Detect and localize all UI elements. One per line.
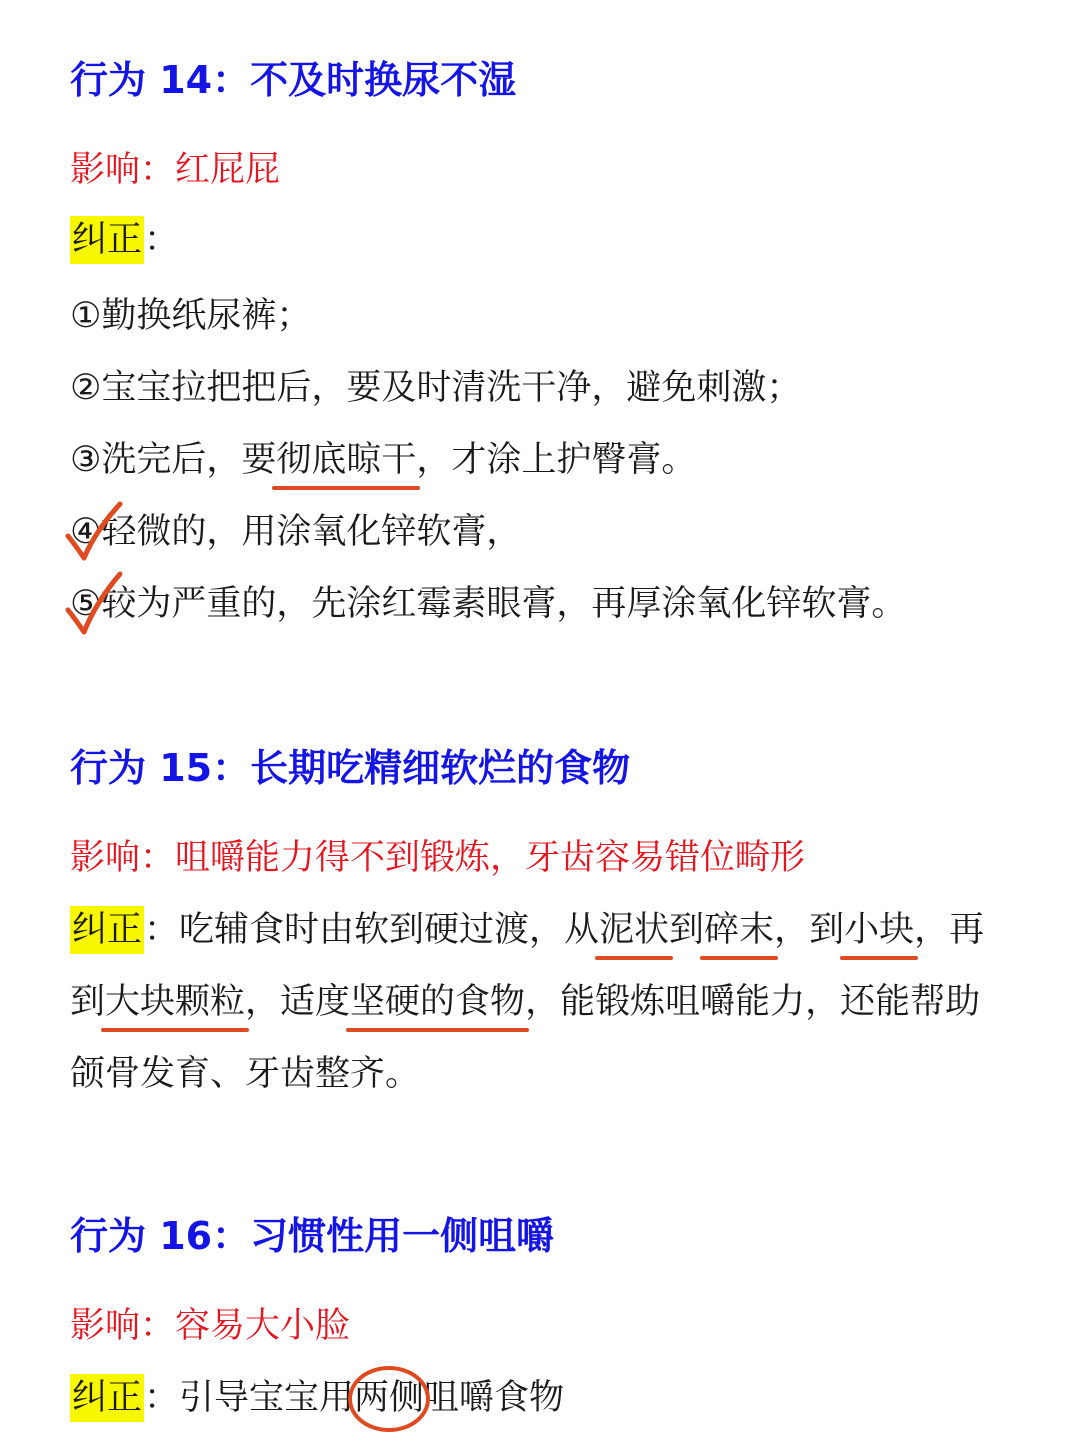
fix-text: 到 [70,982,106,1022]
fix-text: 到 [669,910,705,950]
section-15-fix-line-2 [70,978,980,1026]
fix-text: 咀嚼食物 [424,1378,565,1418]
section-14-item-4: ④轻微的，用涂氧化锌软膏， [70,512,522,552]
fix-text: ：引导宝宝用 [144,1378,355,1418]
fix-text: ：吃辅食时由软到硬过渡，从 [144,910,600,950]
underlined-phrase: 大块颗粒 [105,978,245,1026]
fix-label-highlight: 纠正 [70,1374,144,1422]
section-15-fix-line-3: 颌骨发育、牙齿整齐。 [70,1054,421,1094]
item-3-text-b: ，才涂上护臀膏。 [416,440,697,480]
fix-text: ，再 [914,910,985,950]
section-16-title: 行为 16：习惯性用一侧咀嚼 [70,1214,555,1258]
section-16-fix [70,1374,564,1422]
section-14-item-1: ①勤换纸尿裤； [70,296,312,336]
section-14-item-3 [70,436,696,484]
fix-label-highlight: 纠正 [70,906,144,954]
section-14-title: 行为 14：不及时换尿不湿 [70,58,517,102]
section-14-item-5: ⑤较为严重的，先涂红霉素眼膏，再厚涂氧化锌软膏。 [70,584,907,624]
underlined-phrase: 彻底晾干 [276,436,416,484]
checkmark-icon [62,570,132,640]
underlined-phrase: 泥状 [599,906,669,954]
underlined-phrase: 小块 [844,906,914,954]
section-14-impact: 影响：红屁屁 [70,150,281,190]
item-3-text-a: ③洗完后，要 [70,440,277,480]
section-14-item-2: ②宝宝拉把把后，要及时清洗干净，避免刺激； [70,368,802,408]
fix-colon: ： [144,220,180,260]
checkmark-icon [62,500,132,570]
circled-phrase: 两侧 [354,1374,424,1422]
section-15-title: 行为 15：长期吃精细软烂的食物 [70,746,631,790]
underlined-phrase: 碎末 [704,906,774,954]
underlined-phrase: 坚硬的食物 [350,978,525,1026]
section-15-fix-line-1 [70,906,984,954]
fix-text: ，适度 [245,982,351,1022]
section-14-fix-heading [70,216,179,264]
section-15-impact: 影响：咀嚼能力得不到锻炼，牙齿容易错位畸形 [70,838,806,878]
fix-text: ，能锻炼咀嚼能力，还能帮助 [525,982,981,1022]
fix-label-highlight: 纠正 [70,216,144,264]
section-16-impact: 影响：容易大小脸 [70,1306,351,1346]
fix-text: ，到 [774,910,845,950]
